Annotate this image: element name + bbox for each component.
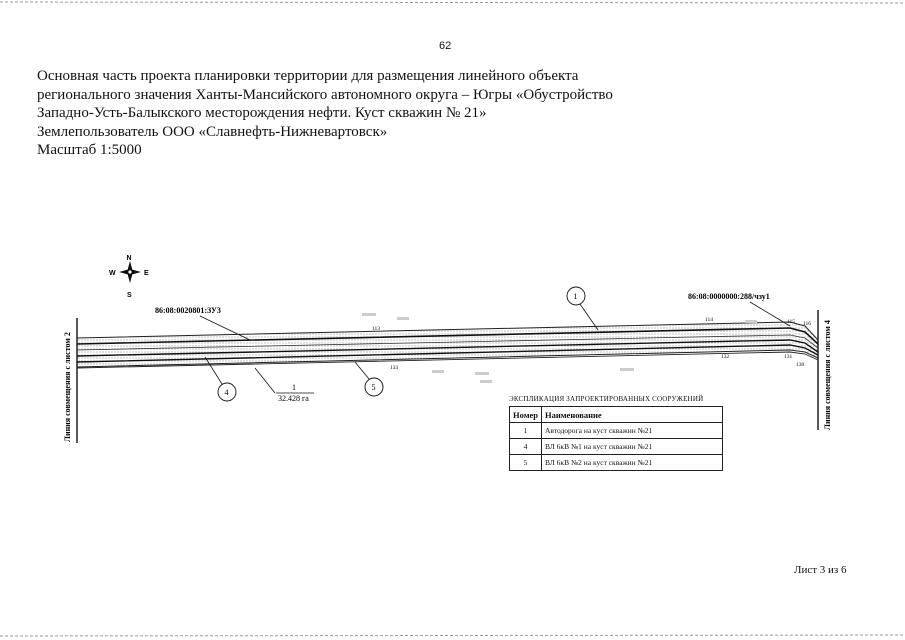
legend-name: ВЛ 6кВ №2 на куст скважин №21 xyxy=(542,455,723,471)
point-label: 130 xyxy=(796,362,805,368)
zone-area-leader xyxy=(255,368,275,393)
legend-col-name: Наименование xyxy=(542,407,723,423)
left-join-label: Линия совмещения с листом 2 xyxy=(63,332,72,442)
legend-name: Автодорога на куст скважин №21 xyxy=(542,423,723,439)
callout-number: 1 xyxy=(573,292,578,301)
callout-1 xyxy=(567,287,598,330)
point-label: 113 xyxy=(372,326,381,332)
header-line: регионального значения Ханты-Мансийского автономного округа – Югры «Обустройство xyxy=(37,86,613,103)
compass-e: E xyxy=(144,270,149,277)
callout-5 xyxy=(355,362,383,396)
callout-number: 5 xyxy=(371,383,376,392)
point-label: 116 xyxy=(803,321,812,327)
page-number: 62 xyxy=(439,40,452,52)
header-line: Основная часть проекта планировки территории для размещения линейного объекта xyxy=(37,68,579,84)
point-label: 133 xyxy=(390,365,399,371)
compass-rose-icon xyxy=(109,255,149,299)
compass-s: S xyxy=(127,292,132,299)
header-line: Западно-Усть-Балыкского месторождения нефти. Куст скважин № 21» xyxy=(37,105,487,121)
legend-num: 5 xyxy=(510,455,542,471)
callout-number: 4 xyxy=(224,388,229,397)
allotment-zone xyxy=(77,322,818,367)
compass-n: N xyxy=(126,255,132,262)
header-line: Землепользователь ООО «Славнефть-Нижневартовск» xyxy=(37,123,388,140)
table-row xyxy=(510,423,723,439)
legend-num: 4 xyxy=(510,439,542,455)
parcel-label-left: 86:08:0020801:ЗУ3 xyxy=(155,306,221,315)
table-row xyxy=(510,455,723,471)
sheet-label: Лист 3 из 6 xyxy=(794,564,847,576)
legend-name: ВЛ 6кВ №1 на куст скважин №21 xyxy=(542,439,723,455)
legend-num: 1 xyxy=(510,423,542,439)
point-label: 131 xyxy=(784,354,793,360)
right-join-label: Линия совмещения с листом 4 xyxy=(823,320,832,430)
scan-edge-bottom xyxy=(0,635,905,636)
point-label: 132 xyxy=(721,354,730,360)
compass-w: W xyxy=(109,270,116,277)
header-line: Масштаб 1:5000 xyxy=(37,142,142,158)
zone-area: 32.428 га xyxy=(278,394,309,403)
legend-col-number: Номер xyxy=(510,407,542,423)
point-label: 115 xyxy=(787,319,796,325)
legend-title: ЭКСПЛИКАЦИЯ ЗАПРОЕКТИРОВАННЫХ СООРУЖЕНИЙ xyxy=(509,395,704,403)
table-row xyxy=(510,439,723,455)
parcel-label-right: 86:08:0000000:288/чзу1 xyxy=(688,292,770,301)
zone-number: 1 xyxy=(292,383,296,392)
scan-edge-top xyxy=(0,2,905,3)
point-label: 114 xyxy=(705,317,714,323)
legend-table xyxy=(509,406,723,471)
